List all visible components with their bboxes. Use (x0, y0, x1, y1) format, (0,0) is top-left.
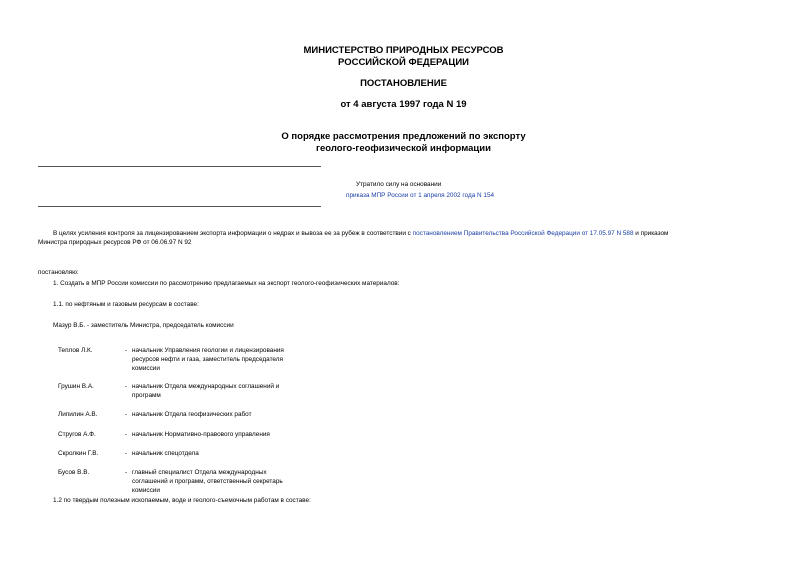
member-dash: - (125, 411, 128, 418)
ministry-name-line1: МИНИСТЕРСТВО ПРИРОДНЫХ РЕСУРСОВ (303, 45, 504, 56)
member-name: Бусов В.В. (58, 469, 90, 476)
preamble-text-part2: и приказом (633, 230, 669, 237)
member-role-line: главный специалист Отдела международных (132, 469, 267, 476)
member-role-line: соглашений и программ, ответственный секретарь (132, 478, 283, 485)
divider-top (38, 166, 321, 167)
preamble-line2: Министра природных ресурсов РФ от 06.06.97 N 92 (38, 239, 192, 246)
member-role-line: ресурсов нефти и газа, заместитель председателя (132, 356, 283, 363)
item-1-2: 1.2 по твердым полезным ископаемым, воде и геолого-съемочным работам в составе: (53, 497, 311, 504)
preamble-line1 (53, 229, 668, 238)
member-name: Теплов Л.К. (58, 347, 93, 354)
government-decree-link[interactable]: постановлением Правительства Российской Федерации от 17.05.97 N 588 (412, 230, 634, 237)
member-name: Стругов А.Ф. (58, 431, 96, 438)
member-dash: - (125, 450, 128, 457)
member-role-line: начальник Отдела геофизических работ (132, 411, 252, 418)
member-role-line: комиссии (132, 365, 160, 372)
member-role-line: начальник Отдела международных соглашений и (132, 383, 280, 390)
member-dash: - (125, 469, 128, 476)
member-name: Скролкин Г.В. (58, 450, 99, 457)
document-title-line2: геолого-геофизической информации (316, 143, 491, 154)
document-date-number: от 4 августа 1997 года N 19 (340, 99, 467, 110)
member-dash: - (125, 347, 128, 354)
member-role-line: начальник Нормативно-правового управления (132, 431, 270, 438)
status-repeal-link[interactable]: приказа МПР России от 1 апреля 2002 года N 154 (346, 192, 495, 199)
member-role-line: начальник спецотдела (132, 450, 199, 457)
decree-word: постановляю: (38, 269, 79, 276)
item-1: 1. Создать в МПР России комиссии по рассмотрению предлагаемых на экспорт геолого-геофизических материалов: (53, 280, 400, 287)
document-title-line1: О порядке рассмотрения предложений по экспорту (281, 131, 526, 142)
member-name: Грушин В.А. (58, 383, 94, 390)
member-role-line: начальник Управления геологии и лицензирования (132, 347, 284, 354)
item-1-1: 1.1. по нефтяным и газовым ресурсам в составе: (53, 301, 199, 308)
member-role-line: программ (132, 392, 161, 399)
member-role-line: комиссии (132, 487, 160, 494)
commission-chair: Мазур В.Б. - заместитель Министра, председатель комиссии (53, 322, 234, 329)
document-type: ПОСТАНОВЛЕНИЕ (360, 78, 447, 89)
member-dash: - (125, 431, 128, 438)
preamble-text-part1: В целях усиления контроля за лицензированием экспорта информации о недрах и вывоза ее за рубеж в соответствии с (53, 230, 413, 237)
member-dash: - (125, 383, 128, 390)
ministry-name-line2: РОССИЙСКОЙ ФЕДЕРАЦИИ (337, 57, 469, 68)
member-name: Липилин А.В. (58, 411, 98, 418)
divider-bottom (38, 206, 321, 207)
status-text: Утратило силу на основании (356, 181, 442, 188)
